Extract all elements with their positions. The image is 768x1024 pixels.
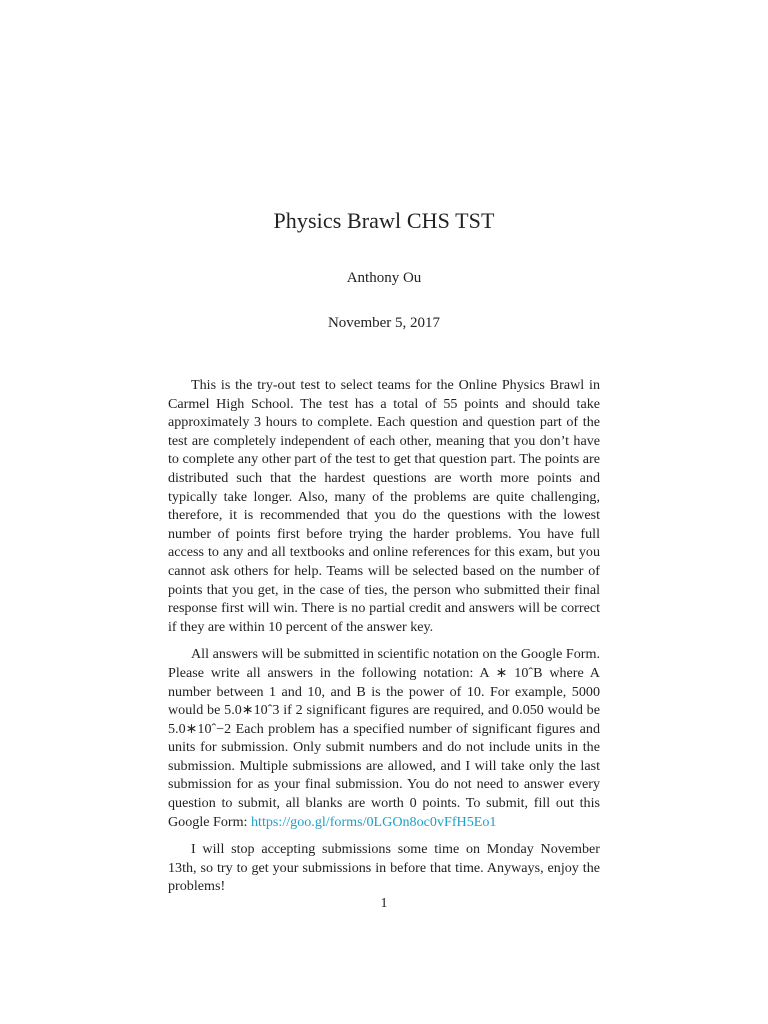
- document-title: Physics Brawl CHS TST: [273, 208, 495, 233]
- page-number: 1: [380, 896, 388, 911]
- paragraph-submission-format: [168, 645, 600, 831]
- document-date: November 5, 2017: [327, 315, 441, 331]
- paragraph-deadline: I will stop accepting submissions some time on Monday November 13th, so try to get your submissions in before that time. Anyways, enjoy the problems!: [168, 841, 600, 895]
- paragraph-submission-text: All answers will be submitted in scientific notation on the Google Form. Please write all answers in the following notation: A ∗ 10ˆB where A number between 1 and 10, and B is the power of 10. For example, 5000 would be 5.0∗10ˆ3 if 2 significant figures are required, and 0.050 would be 5.0∗10ˆ−2 Each problem has a specified number of significant figures and units for submission. Only submit numbers and do not include units in the submission. Multiple submissions are allowed, and I will take only the last submission for as your final submission. You do not need to answer every question to submit, all blanks are worth 0 points. To submit, fill out this Google Form:: [168, 646, 600, 830]
- document-author: Anthony Ou: [346, 270, 422, 286]
- paragraph-intro: This is the try-out test to select teams for the Online Physics Brawl in Carmel High School. The test has a total of 55 points and should take approximately 3 hours to complete. Each question and question part of the test are completely independent of each other, meaning that you don’t have to complete any other part of the test to get that question part. The points are distributed such that the hardest questions are worth more points and typically take longer. Also, many of the problems are quite challenging, therefore, it is recommended that you do the questions with the lowest number of points first before trying the harder problems. You have full access to any and all textbooks and online references for this exam, but you cannot ask others for help. Teams will be selected based on the number of points that you get, in the case of ties, the person who submitted their final response first will win. There is no partial credit and answers will be correct if they are within 10 percent of the answer key.: [168, 377, 600, 635]
- google-form-link[interactable]: https://goo.gl/forms/0LGOn8oc0vFfH5Eo1: [251, 813, 497, 830]
- document-body: [168, 376, 600, 905]
